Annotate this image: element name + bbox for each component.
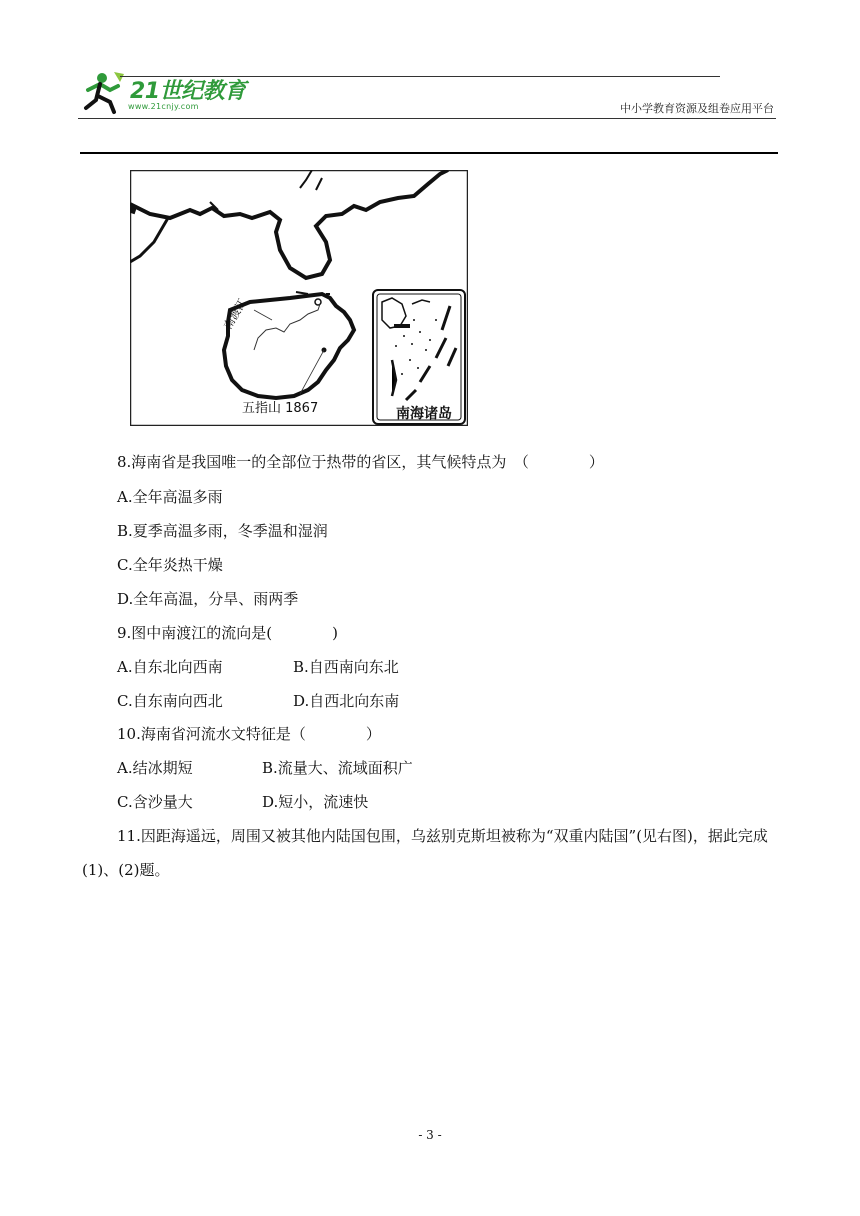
question-10-option-d: D.短小，流速快 [262, 793, 369, 811]
question-9-stem: 9.图中南渡江的流向是( ) [117, 624, 339, 642]
question-9-option-a: A.自东北向西南 [117, 658, 223, 676]
header-divider-mid [78, 118, 776, 119]
inset-label: 南海诸岛 [396, 406, 452, 422]
mountain-label: 五指山 1867 [242, 401, 319, 416]
question-9-option-b: B.自西南向东北 [293, 658, 399, 676]
question-11-stem: 11.因距海遥远，周围又被其他内陆国包围，乌兹别克斯坦被称为“双重内陆国”(见右图)，据此完成(1)、(2)题。 [82, 827, 768, 879]
river-label: 南渡江 [221, 296, 250, 332]
question-9-option-d: D.自西北向东南 [293, 692, 400, 710]
question-10-option-b: B.流量大、流域面积广 [262, 759, 413, 777]
header-divider-top [120, 76, 720, 77]
header-rule [80, 152, 778, 154]
logo-text: 21世纪教育 [130, 79, 246, 104]
question-8-option-d: D.全年高温，分旱、雨两季 [117, 590, 299, 608]
page-header [0, 0, 860, 160]
logo-url: www.21cnjy.com [128, 102, 199, 111]
page-number: - 3 - [418, 1128, 442, 1142]
question-8-option-b: B.夏季高温多雨，冬季温和湿润 [117, 522, 328, 540]
question-8-option-a: A.全年高温多雨 [117, 488, 223, 506]
platform-title: 中小学教育资源及组卷应用平台 [620, 102, 774, 115]
question-10-option-a: A.结冰期短 [117, 759, 193, 777]
question-10-stem: 10.海南省河流水文特征是（ ） [117, 725, 381, 743]
hainan-map [130, 170, 468, 426]
question-8-stem: 8.海南省是我国唯一的全部位于热带的省区，其气候特点为 （ ） [117, 453, 604, 471]
question-9-option-c: C.自东南向西北 [117, 692, 223, 710]
question-10-option-c: C.含沙量大 [117, 793, 193, 811]
question-8-option-c: C.全年炎热干燥 [117, 556, 223, 574]
